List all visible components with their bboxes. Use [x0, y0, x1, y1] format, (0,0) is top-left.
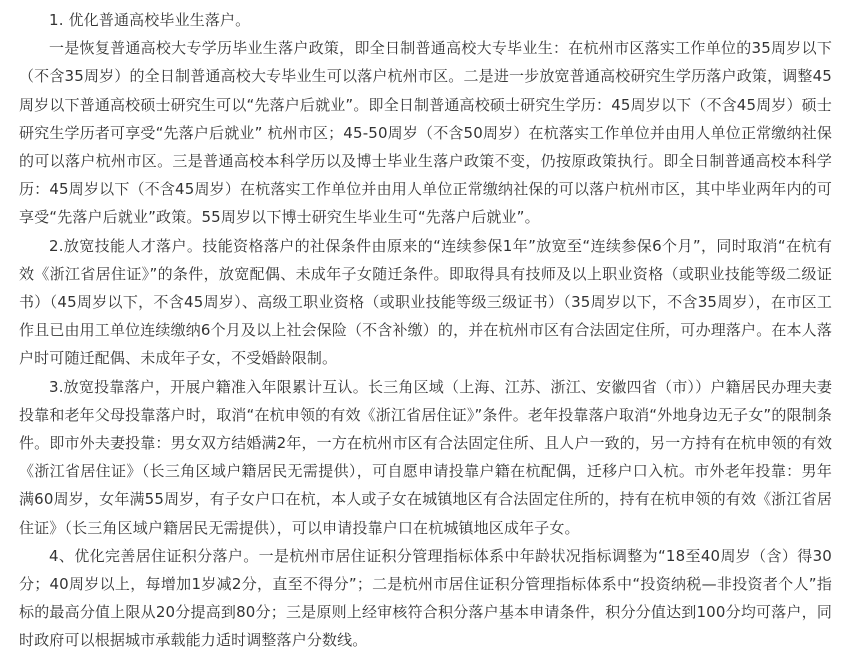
paragraph-graduate-policy: 一是恢复普通高校大专学历毕业生落户政策，即全日制普通高校大专毕业生：在杭州市区落实工作单位的35周岁以下（不含35周岁）的全日制普通高校大专毕业生可以落户杭州市区。二是进一步放宽普通高校研究生学历落户政策，调整45周岁以下普通高校硕士研究生可以“先落户后就业”。即全日制普通高校硕士研究生学历：45周岁以下（不含45周岁）硕士研究生学历者可享受“先落户后就业” 杭州市区；45-50周岁（不含50周岁）在杭落实工作单位并由用人单位正常缴纳社保的可以落户杭州市区。三是普通高校本科学历以及博士毕业生落户政策不变，仍按原政策执行。即全日制普通高校本科学历：45周岁以下（不含45周岁）在杭落实工作单位并由用人单位正常缴纳社保的可以落户杭州市区，其中毕业两年内的可享受“先落户后就业”政策。55周岁以下博士研究生毕业生可“先落户后就业”。 [19, 39, 832, 227]
paragraph-points-settlement: 4、优化完善居住证积分落户。一是杭州市居住证积分管理指标体系中年龄状况指标调整为“18至40周岁（含）得30分；40周岁以上，每增加1岁减2分，直至不得分”；二是杭州市居住证积分管理指标体系中“投资纳税—非投资者个人”指标的最高分值上限从20分提高到80分；三是原则上经审核符合积分落户基本申请条件，积分分值达到100分均可落户，同时政府可以根据城市承载能力适时调整落户分数线。 [19, 546, 832, 650]
paragraph-family-reliance: 3.放宽投靠落户，开展户籍准入年限累计互认。长三角区域（上海、江苏、浙江、安徽四省（市））户籍居民办理夫妻投靠和老年父母投靠落户时，取消“在杭申领的有效《浙江省居住证》”条件。老年投靠落户取消“外地身边无子女”的限制条件。即市外夫妻投靠：男女双方结婚满2年，一方在杭州市区有合法固定住所、且人户一致的，另一方持有在杭申领的有效《浙江省居住证》（长三角区域户籍居民无需提供），可自愿申请投靠户籍在杭配偶，迁移户口入杭。市外老年投靠：男年满60周岁，女年满55周岁，有子女户口在杭，本人或子女在城镇地区有合法固定住所的，持有在杭申领的有效《浙江省居住证》（长三角区域户籍居民无需提供），可以申请投靠户口在杭城镇地区成年子女。 [19, 377, 832, 537]
paragraph-skilled-talent: 2.放宽技能人才落户。技能资格落户的社保条件由原来的“连续参保1年”放宽至“连续参保6个月”，同时取消“在杭有效《浙江省居住证》”的条件，放宽配偶、未成年子女随迁条件。即取得具有技师及以上职业资格（或职业技能等级二级证书）（45周岁以下，不含45周岁）、高级工职业资格（或职业技能等级三级证书）（35周岁以下，不含35周岁），在市区工作且已由用工单位连续缴纳6个月及以上社会保险（不含补缴）的，并在杭州市区有合法固定住所，可办理落户。在本人落户时可随迁配偶、未成年子女，不受婚龄限制。 [19, 236, 832, 368]
section-heading-graduates: 1. 优化普通高校毕业生落户。 [49, 11, 251, 29]
